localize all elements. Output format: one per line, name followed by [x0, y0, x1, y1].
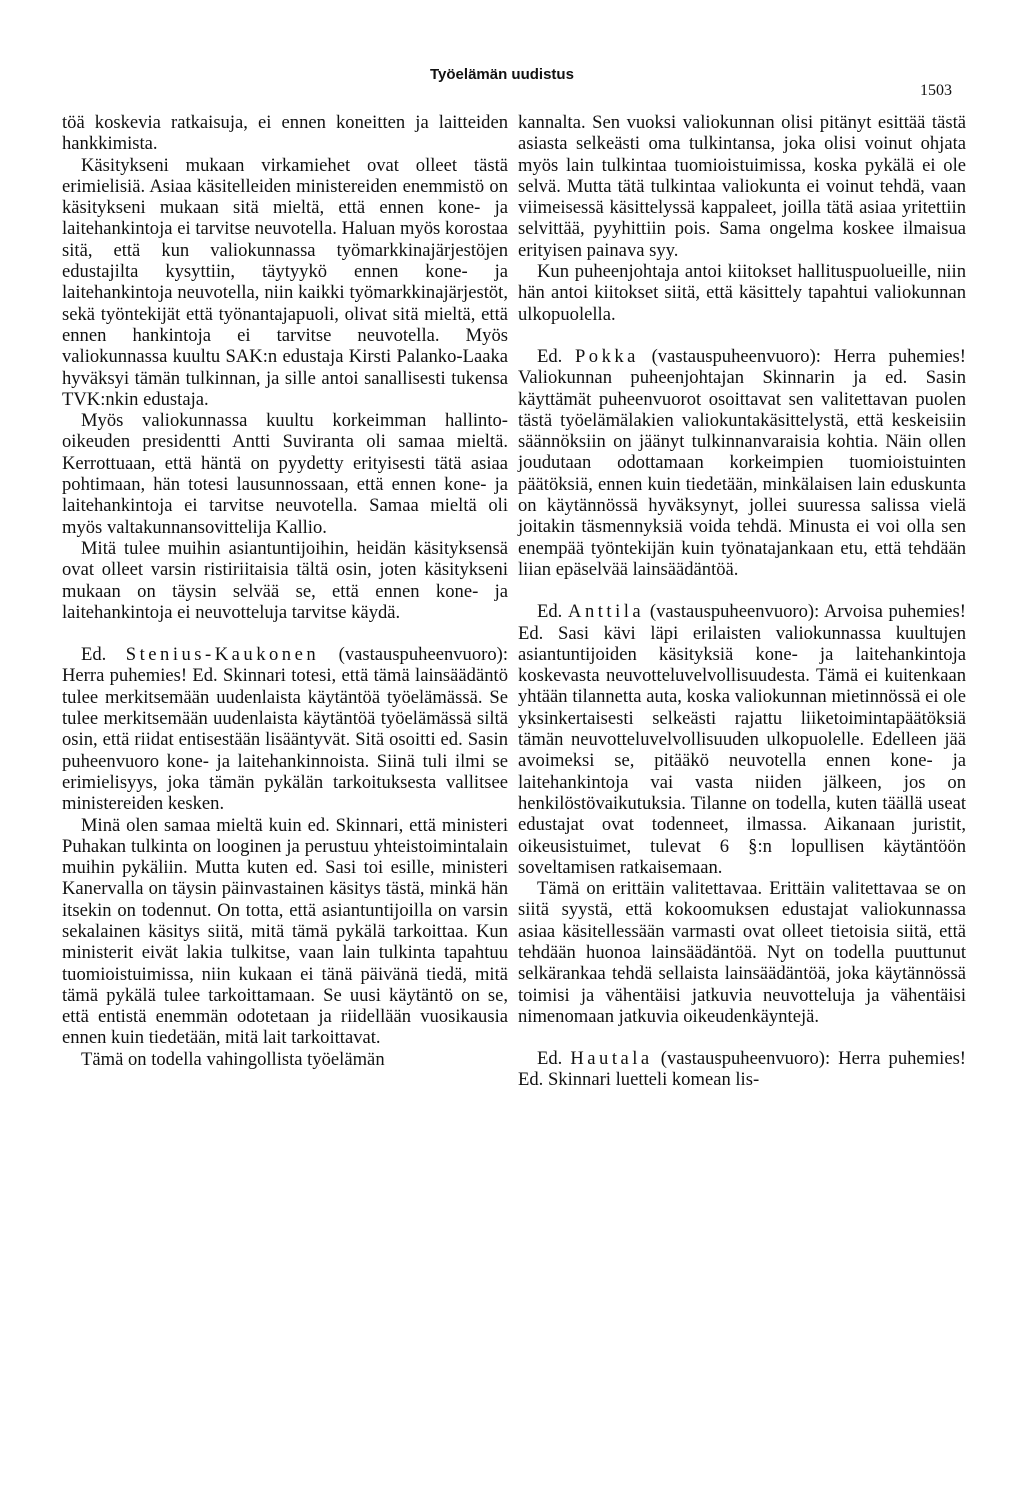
speaker-prefix: Ed.: [537, 601, 563, 623]
speech-text: (vastauspuheenvuoro): Herra puhemies! Ed. Skinnari luetteli komean lis-: [518, 1048, 966, 1091]
speech-anttila: [518, 601, 966, 878]
speaker-name: Stenius-Kaukonen: [125, 644, 320, 666]
speaker-name: Anttila: [568, 601, 645, 623]
paragraph: Mitä tulee muihin asiantuntijoihin, heidän käsityksensä ovat olleet varsin ristiriitaisia tältä osin, joten käsitykseni mukaan on täysin selvää se, että ennen kone- ja laitehankintoja ei neuvotteluja tarvitse käydä.: [62, 537, 508, 623]
paragraph: töä koskevia ratkaisuja, ei ennen koneitten ja laitteiden hankkimista.: [62, 112, 508, 155]
speaker-prefix: Ed.: [537, 1048, 563, 1070]
speech-text: (vastauspuheenvuoro): Herra puhemies! Valiokunnan puheenjohtajan Skinnarin ja ed. Sasin käyttämät puheenvuorot osoittavat sen valitettavan puolen tästä työelämälakien valiokuntakäsittelystä, että keskeisiin säännöksiin on jäänyt tulkinnanvaraisia kohtia. Näin ollen joudutaan odottamaan korkeimpien tuomioistuinten päätöksiä, ennen kuin tiedetään, minkälaisen lain eduskunta on käytännössä hyväksynyt, jollei suuressa salissa vielä joitakin täsmennyksiä voida tehdä. Minusta ei voi olla sen enempää työntekijän kuin työnatajankaan etu, että tehdään liian epäselvää lainsäädäntöä.: [518, 345, 966, 580]
page-number: 1503: [920, 82, 952, 99]
speech-hautala: [518, 1048, 966, 1091]
speech-text: (vastauspuheenvuoro): Herra puhemies! Ed. Skinnari totesi, että tämä lainsäädäntö tulee merkitsemään uudenlaista käytäntöä työelämässä. Se tulee merkitsemään uudenlaista käytäntöä työelämässä siltä osin, että riidat entisestään lisääntyvät. Sitä osoitti ed. Sasin puheenvuoro kone- ja laitehankinnoista. Siinä tuli ilmi se erimielisyys, joka tämän pykälän tarkoituksesta vallitsee ministereiden kesken.: [62, 644, 508, 815]
paragraph: Tämä on erittäin valitettavaa. Erittäin valitettavaa se on siitä syystä, että kokoomuksen edustajat valiokunnassa asiaa käsitellessään varmasti ovat olleet tietoisia siitä, että tehdään huonoa lainsäädäntöä. Nyt on todella puuttunut selkärankaa tehdä sellaista lainsäädäntöä, joka käytännössä toimisi ja vähentäisi jatkuvia neuvotteluja ja vähentäisi nimenomaan jatkuvia oikeudenkäyntejä.: [518, 878, 966, 1027]
speaker-prefix: Ed.: [537, 345, 563, 367]
paragraph: Tämä on todella vahingollista työelämän: [81, 1048, 385, 1070]
speaker-prefix: Ed.: [81, 644, 107, 666]
paragraph: Minä olen samaa mieltä kuin ed. Skinnari, että ministeri Puhakan tulkinta on looginen ja perustuu yhteistoimintalain muihin pykäliin. Mutta kuten ed. Sasi toi esille, ministeri Kanervalla on täysin päinvastainen käsitys tästä, minkä hän itsekin on todennut. On totta, että asiantuntijoilla on varsin sekalainen käsitys siitä, mitä tämä pykälä tarkoittaa. Kun ministerit eivät lakia tulkitse, vaan lain tulkinta tapahtuu tuomioistuimissa, niin kukaan ei tänä päivänä tiedä, mitä tämä pykälä tulee tarkoittamaan. Se uusi käytäntö on se, että entistä enemmän odotetaan ja riidellään vuosikausia ennen kuin tiedetään, mitä lait tarkoittavat.: [62, 814, 508, 1049]
paragraph: Käsitykseni mukaan virkamiehet ovat olleet tästä erimielisiä. Asiaa käsitelleiden ministereiden enemmistö on käsitykseni mukaan sitä mieltä, että ennen kone- ja laitehankintoja ei tarvitse neuvotella. Haluan myös korostaa sitä, että kun valiokunnassa työmarkkinajärjestöjen edustajilta kysyttiin, täytyykö ennen kone- ja laitehankintoja neuvotella, niin kaikki työmarkkinajärjestöt, sekä työntekijät että työnantajapuoli, olivat sitä mieltä, että ennen hankintoja ei tarvitse neuvotella. Myös valiokunnassa kuultu SAK:n edustaja Kirsti Palanko-Laaka hyväksyi tämän tulkinnan, ja sille antoi sanallisesti tukensa TVK:nkin edustaja.: [62, 154, 508, 410]
paragraph: Myös valiokunnassa kuultu korkeimman hallinto-oikeuden presidentti Antti Suviranta oli samaa mieltä. Kerrottuaan, että häntä on pyydetty erityisesti tätä asiaa pohtimaan, hän totesi lausunnossaan, että ennen kone- ja laitehankintoja ei tarvitse neuvotella. Samaa mieltä oli myös valtakunnansovittelija Kallio.: [62, 410, 508, 538]
speaker-name: Pokka: [574, 345, 639, 367]
speech-pokka: [518, 346, 966, 580]
speech-text: (vastauspuheenvuoro): Arvoisa puhemies! Ed. Sasi kävi läpi erilaisten valiokunnassa kuultujen asiantuntijoiden käsityksiä kone- ja laitehankintoja koskevasta neuvotteluvelvollisuudesta. Tämä ei kuitenkaan yhtään tilannetta auta, koska valiokunnan mietinnössä ei ole yksinkertaisesti selkeästi rajattu liiketoimintapäätöksiä tämän neuvotteluvelvollisuuden ulkopuolelle. Edelleen jää avoimeksi se, pitääkö neuvotella ennen kone- ja laitehankintoja vai vasta niiden jälkeen, jos on henkilöstövaikutuksia. Tilanne on todella, kuten täällä useat edustajat ovat todenneet, ilmassa. Aikanaan juristit, oikeusistuimet, tulevat 6 §:n lopullisen käytäntöön soveltamisen ratkaisemaan.: [518, 601, 966, 878]
paragraph: Kun puheenjohtaja antoi kiitokset hallituspuolueille, niin hän antoi kiitokset siitä, että käsittely tapahtui valiokunnan ulkopuolella.: [518, 261, 966, 325]
speaker-name: Hautala: [570, 1048, 653, 1070]
running-title: Työelämän uudistus: [430, 66, 574, 83]
paragraph: kannalta. Sen vuoksi valiokunnan olisi pitänyt esittää tästä asiasta selkeästi oma tulkintansa, joka olisi voinut ohjata myös lain tulkintaa tuomioistuimissa, koska pykälä ei ole selvä. Mutta tätä tulkintaa valiokunta ei voinut tehdä, vaan viimeisessä käsittelyssä kappaleet, joilla tätä asiaa yritettiin selvittää, pyyhittiin pois. Sama ongelma koskee ilmaisua erityisen painava syy.: [518, 112, 966, 261]
right-column: [518, 112, 966, 1091]
page-header: [0, 66, 1024, 99]
left-column: [62, 112, 508, 1070]
speech-stenius-kaukonen: [62, 644, 508, 814]
